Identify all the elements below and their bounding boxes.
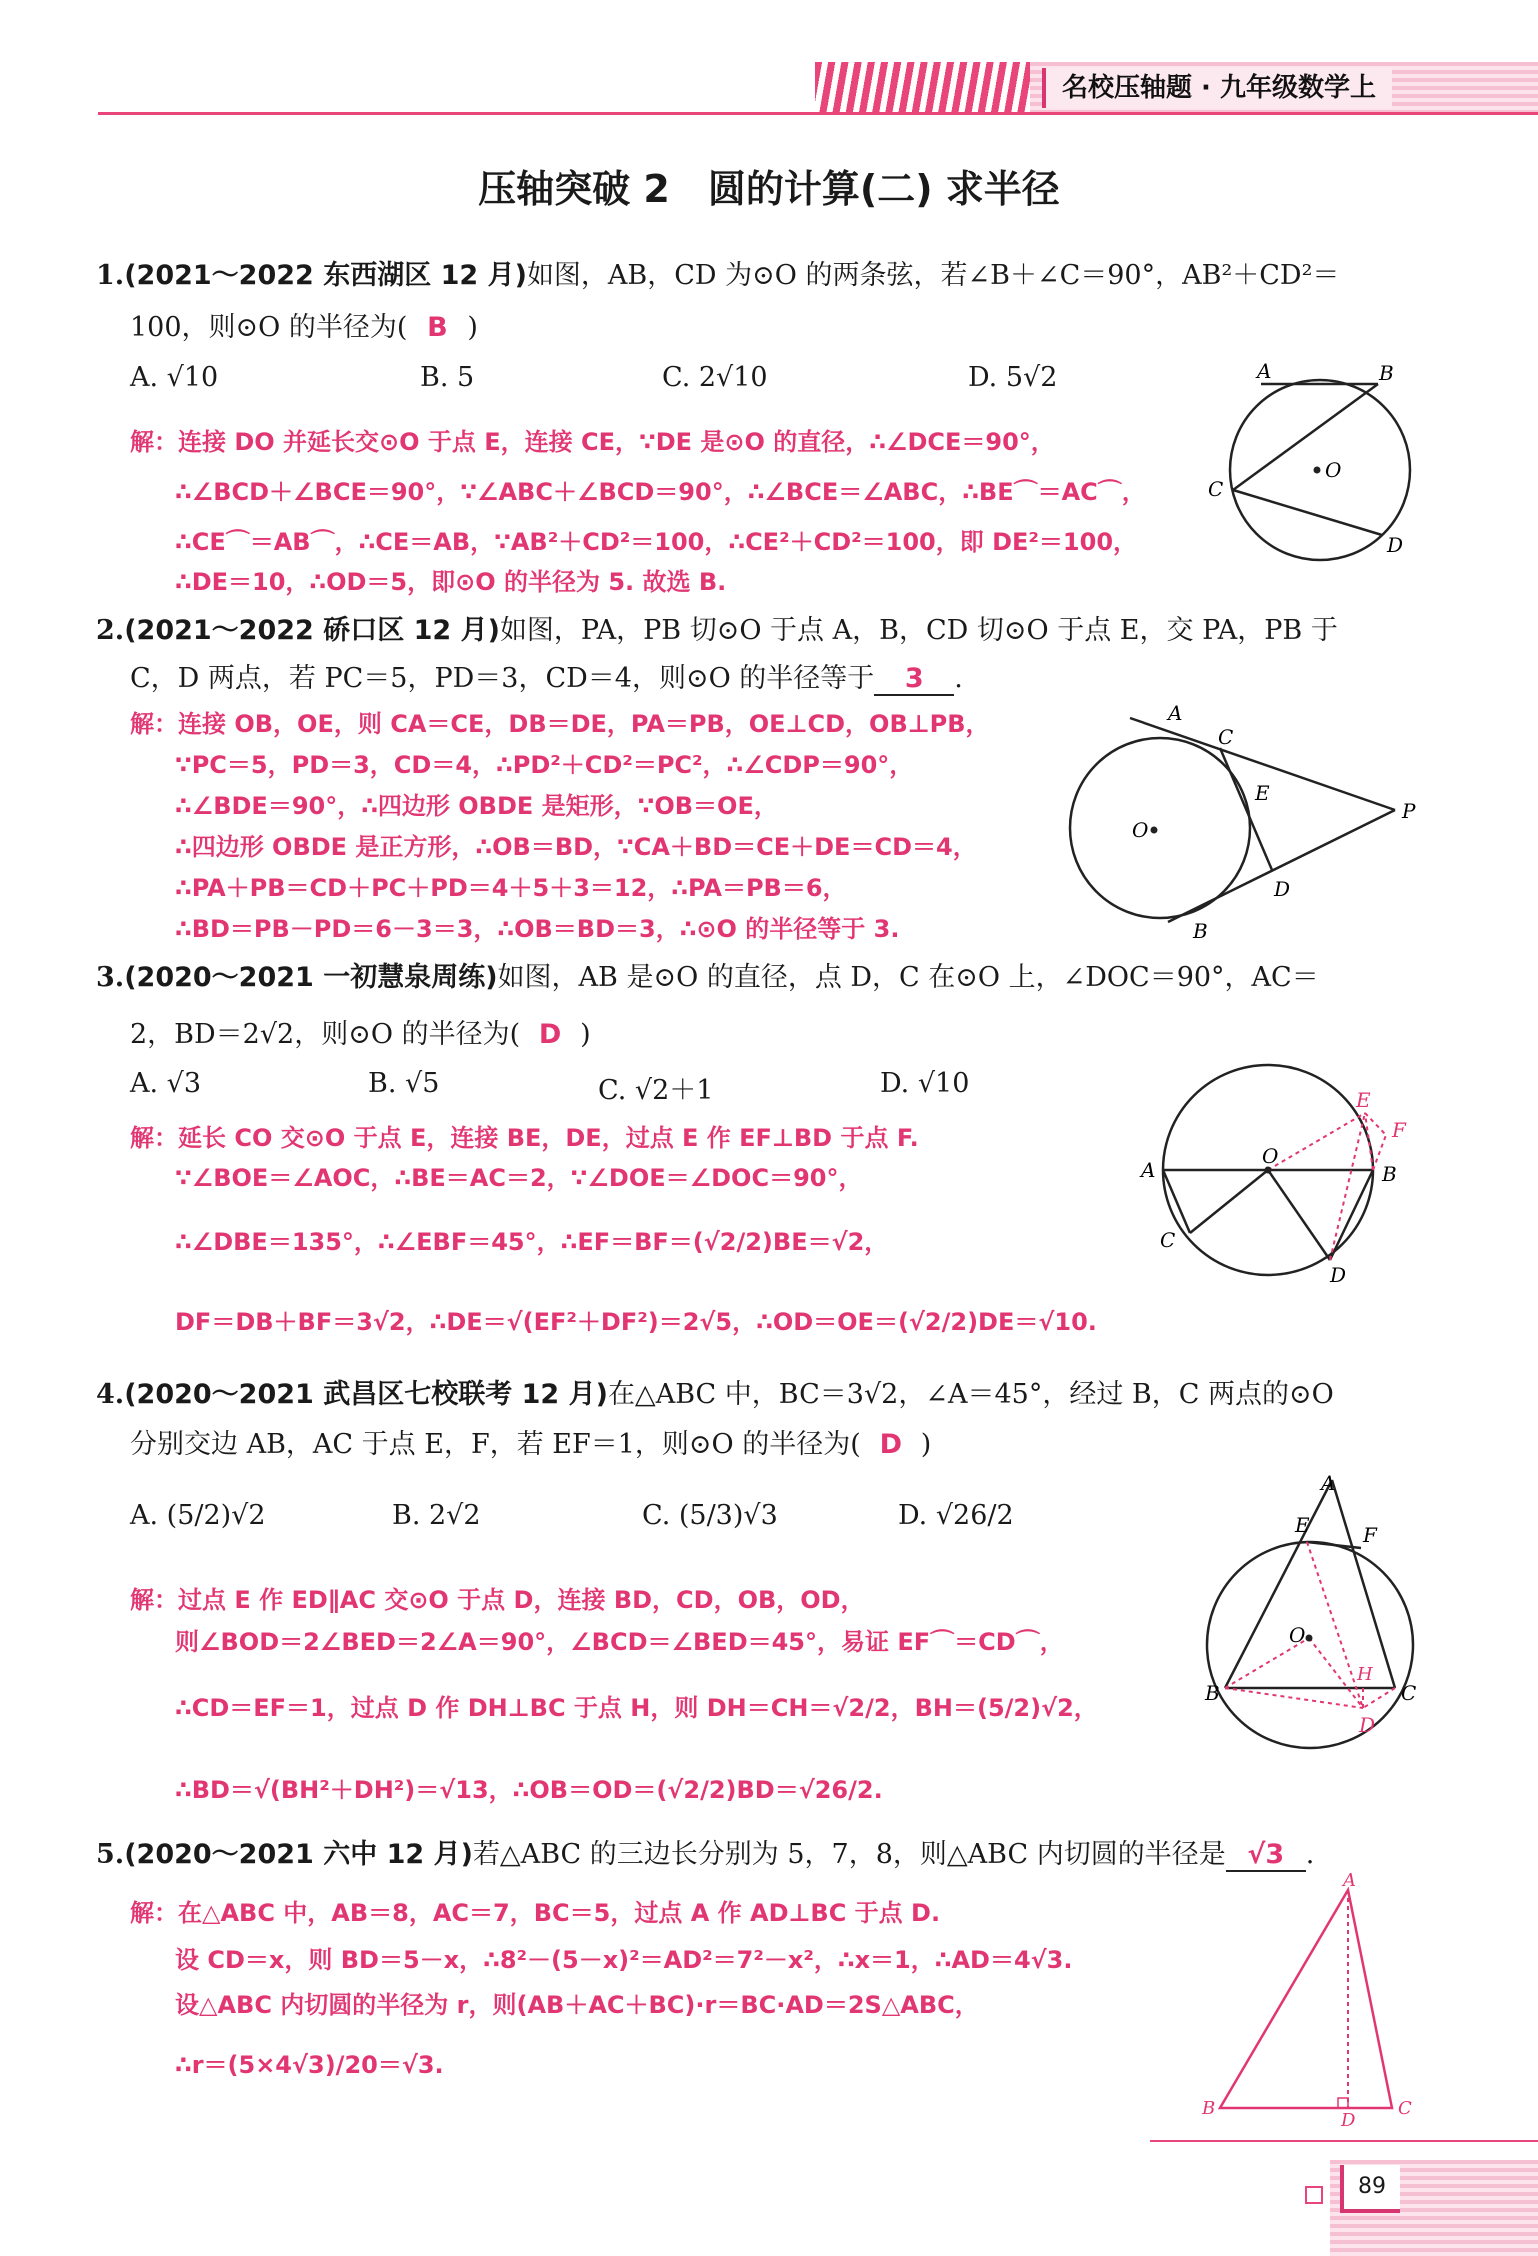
q5-source: (2020～2021 六中 12 月) bbox=[124, 1839, 473, 1870]
q4-fig-label: F bbox=[1363, 1523, 1377, 1547]
q4-text2b: ) bbox=[920, 1429, 932, 1460]
q1-line2 bbox=[130, 305, 478, 344]
footer-divider bbox=[1150, 2140, 1538, 2142]
q1-option-c: C. 2√10 bbox=[662, 362, 768, 393]
q1-text2a: 100，则⊙O 的半径为( bbox=[130, 312, 408, 343]
q4-number: 4. bbox=[96, 1379, 125, 1410]
q4-fig-label: A bbox=[1321, 1471, 1336, 1495]
q3-text1: 如图，AB 是⊙O 的直径，点 D，C 在⊙O 上，∠DOC＝90°，AC＝ bbox=[497, 962, 1319, 993]
q3-option-a: A. √3 bbox=[130, 1068, 202, 1099]
q3-solution-line: ∴∠DBE＝135°，∴∠EBF＝45°，∴EF＝BF＝(√2/2)BE＝√2， bbox=[175, 1228, 889, 1256]
q4-option-a: A. (5/2)√2 bbox=[130, 1500, 266, 1531]
q4-option-c: C. (5/3)√3 bbox=[642, 1500, 778, 1531]
q4-option-d: D. √26/2 bbox=[898, 1500, 1014, 1531]
q5-text1b: . bbox=[1305, 1839, 1315, 1870]
q2-line1 bbox=[96, 608, 1338, 647]
q1-fig-label: B bbox=[1379, 361, 1394, 385]
q3-figure bbox=[1130, 1055, 1430, 1295]
header-divider bbox=[98, 112, 1538, 115]
q1-answer: B bbox=[427, 312, 448, 343]
q4-source: (2020～2021 武昌区七校联考 12 月) bbox=[124, 1379, 608, 1410]
q2-fig-label: B bbox=[1193, 919, 1208, 943]
q3-fig-label: F bbox=[1392, 1118, 1406, 1142]
q5-solution-line: 解：在△ABC 中，AB＝8，AC＝7，BC＝5，过点 A 作 AD⊥BC 于点 D. bbox=[130, 1899, 941, 1927]
q3-fig-label: A bbox=[1141, 1158, 1156, 1182]
q5-fig-label: B bbox=[1202, 2098, 1216, 2119]
q4-line2 bbox=[130, 1422, 931, 1461]
q5-fig-label: D bbox=[1341, 2110, 1356, 2131]
q1-option-a: A. √10 bbox=[130, 362, 219, 393]
q3-source: (2020～2021 一初慧泉周练) bbox=[124, 962, 498, 993]
q1-source: (2021～2022 东西湖区 12 月) bbox=[124, 260, 527, 291]
q3-fig-label: C bbox=[1160, 1228, 1176, 1252]
q4-solution-line: ∴CD＝EF＝1，过点 D 作 DH⊥BC 于点 H，则 DH＝CH＝√2/2，BH＝(5/2)√2， bbox=[175, 1694, 1098, 1722]
q3-line2 bbox=[130, 1012, 591, 1051]
q5-figure bbox=[1195, 1870, 1435, 2131]
q2-line2 bbox=[130, 656, 963, 696]
q3-text2a: 2，BD＝2√2，则⊙O 的半径为( bbox=[130, 1019, 521, 1050]
q3-line1 bbox=[96, 955, 1319, 994]
q5-answer: √3 bbox=[1226, 1839, 1306, 1872]
q4-fig-label: O bbox=[1289, 1623, 1306, 1647]
q1-solution-line: 解：连接 DO 并延长交⊙O 于点 E，连接 CE，∵DE 是⊙O 的直径，∴∠DCE＝90°， bbox=[130, 428, 1055, 456]
q2-answer: 3 bbox=[874, 663, 954, 696]
q2-fig-label: C bbox=[1218, 725, 1234, 749]
q3-solution-line: DF＝DB＋BF＝3√2，∴DE＝√(EF²＋DF²)＝2√5，∴OD＝OE＝(√2/2)DE＝√10. bbox=[175, 1308, 1097, 1336]
q1-solution-line: ∴DE＝10，∴OD＝5，即⊙O 的半径为 5. 故选 B. bbox=[175, 568, 727, 596]
q4-fig-label: B bbox=[1205, 1681, 1220, 1705]
q2-fig-label: O bbox=[1132, 818, 1149, 842]
header-label: 名校压轴题 · 九年级数学上 bbox=[1042, 68, 1392, 108]
q1-solution-line: ∴∠BCD＋∠BCE＝90°，∵∠ABC＋∠BCD＝90°，∴∠BCE＝∠ABC，∴BE⌒＝AC⌒， bbox=[175, 478, 1146, 506]
q4-fig-label: C bbox=[1401, 1681, 1417, 1705]
q2-text2a: C，D 两点，若 PC＝5，PD＝3，CD＝4，则⊙O 的半径等于 bbox=[130, 663, 875, 694]
q2-figure bbox=[1050, 700, 1430, 945]
q2-solution-line: ∴BD＝PB－PD＝6－3＝3，∴OB＝BD＝3，∴⊙O 的半径等于 3. bbox=[175, 915, 900, 943]
q3-answer: D bbox=[538, 1019, 562, 1050]
q3-option-c: C. √2＋1 bbox=[598, 1075, 714, 1106]
q1-text1: 如图，AB，CD 为⊙O 的两条弦，若∠B＋∠C＝90°，AB²＋CD²＝ bbox=[526, 260, 1340, 291]
q1-fig-label: D bbox=[1387, 533, 1404, 557]
q4-text1: 在△ABC 中，BC＝3√2，∠A＝45°，经过 B，C 两点的⊙O bbox=[607, 1379, 1334, 1410]
q4-fig-label: E bbox=[1295, 1513, 1310, 1537]
q5-number: 5. bbox=[96, 1839, 125, 1870]
q2-fig-label: E bbox=[1255, 781, 1270, 805]
q5-fig-label: C bbox=[1398, 2098, 1412, 2119]
q2-number: 2. bbox=[96, 615, 125, 646]
q1-text2b: ) bbox=[467, 312, 478, 343]
q4-fig-label: H bbox=[1357, 1664, 1373, 1685]
q1-line1 bbox=[96, 253, 1339, 292]
q3-solution-line: 解：延长 CO 交⊙O 于点 E，连接 BE，DE，过点 E 作 EF⊥BD 于点 F. bbox=[130, 1124, 919, 1152]
page-title: 压轴突破 2 圆的计算(二) 求半径 bbox=[478, 167, 1060, 211]
q4-option-b: B. 2√2 bbox=[392, 1500, 481, 1531]
q2-fig-label: D bbox=[1274, 877, 1291, 901]
q2-source: (2021～2022 硚口区 12 月) bbox=[124, 615, 500, 646]
page-number: 89 bbox=[1340, 2165, 1400, 2213]
q4-solution-line: 则∠BOD＝2∠BED＝2∠A＝90°，∠BCD＝∠BED＝45°，易证 EF⌒＝CD⌒， bbox=[175, 1628, 1064, 1656]
q4-answer: D bbox=[879, 1429, 902, 1460]
q2-fig-label: A bbox=[1168, 701, 1183, 725]
q1-fig-label: A bbox=[1257, 359, 1272, 383]
q3-fig-label: D bbox=[1330, 1263, 1347, 1287]
q3-number: 3. bbox=[96, 962, 125, 993]
q4-fig-label: D bbox=[1359, 1713, 1376, 1737]
q1-figure bbox=[1195, 360, 1435, 570]
q5-solution-line: ∴r＝(5×4√3)/20＝√3. bbox=[175, 2051, 444, 2079]
q3-solution-line: ∵∠BOE＝∠AOC，∴BE＝AC＝2，∵∠DOE＝∠DOC＝90°， bbox=[175, 1164, 863, 1192]
q1-number: 1. bbox=[96, 260, 125, 291]
q2-text1: 如图，PA，PB 切⊙O 于点 A，B，CD 切⊙O 于点 E，交 PA，PB 于 bbox=[499, 615, 1338, 646]
q4-solution-line: ∴BD＝√(BH²＋DH²)＝√13，∴OB＝OD＝(√2/2)BD＝√26/2. bbox=[175, 1776, 883, 1804]
q1-option-d: D. 5√2 bbox=[968, 362, 1058, 393]
q5-text1a: 若△ABC 的三边长分别为 5，7，8，则△ABC 内切圆的半径是 bbox=[472, 1839, 1226, 1870]
q2-solution-line: ∴PA＋PB＝CD＋PC＋PD＝4＋5＋3＝12，∴PA＝PB＝6， bbox=[175, 874, 847, 902]
q1-fig-label: C bbox=[1208, 477, 1224, 501]
q3-option-b: B. √5 bbox=[368, 1068, 440, 1099]
q5-line1 bbox=[96, 1832, 1314, 1872]
q4-solution-line: 解：过点 E 作 ED∥AC 交⊙O 于点 D，连接 BD，CD，OB，OD， bbox=[130, 1586, 865, 1614]
header-stripes bbox=[815, 62, 1045, 112]
q4-text2a: 分别交边 AB，AC 于点 E，F，若 EF＝1，则⊙O 的半径为( bbox=[130, 1429, 861, 1460]
q2-fig-label: P bbox=[1402, 799, 1416, 823]
q2-solution-line: ∴四边形 OBDE 是正方形，∴OB＝BD，∵CA＋BD＝CE＋DE＝CD＝4， bbox=[175, 833, 977, 861]
footer-square-icon bbox=[1305, 2186, 1323, 2204]
q2-solution-line: ∴∠BDE＝90°，∴四边形 OBDE 是矩形，∵OB＝OE， bbox=[175, 792, 778, 820]
q5-solution-line: 设△ABC 内切圆的半径为 r，则(AB＋AC＋BC)·r＝BC·AD＝2S△ABC， bbox=[175, 1991, 979, 2019]
q1-solution-line: ∴CE⌒＝AB⌒，∴CE＝AB，∵AB²＋CD²＝100，∴CE²＋CD²＝100，即 DE²＝100， bbox=[175, 528, 1138, 556]
q2-solution-line: ∵PC＝5，PD＝3，CD＝4，∴PD²＋CD²＝PC²，∴∠CDP＝90°， bbox=[175, 751, 914, 779]
q3-option-d: D. √10 bbox=[880, 1068, 970, 1099]
q1-fig-label: O bbox=[1325, 458, 1342, 482]
q4-figure bbox=[1195, 1470, 1455, 1750]
q2-text2b: . bbox=[954, 663, 963, 694]
q2-solution-line: 解：连接 OB，OE，则 CA＝CE，DB＝DE，PA＝PB，OE⊥CD，OB⊥PB， bbox=[130, 710, 990, 738]
q3-text2b: ) bbox=[580, 1019, 591, 1050]
q1-option-b: B. 5 bbox=[420, 362, 475, 393]
q5-fig-label: A bbox=[1343, 1870, 1356, 1891]
q4-line1 bbox=[96, 1372, 1334, 1411]
q5-solution-line: 设 CD＝x，则 BD＝5－x，∴8²－(5－x)²＝AD²＝7²－x²，∴x＝1，∴AD＝4√3. bbox=[175, 1946, 1073, 1974]
q3-fig-label: B bbox=[1382, 1162, 1397, 1186]
q3-fig-label: O bbox=[1262, 1144, 1279, 1168]
q3-fig-label: E bbox=[1356, 1088, 1371, 1112]
